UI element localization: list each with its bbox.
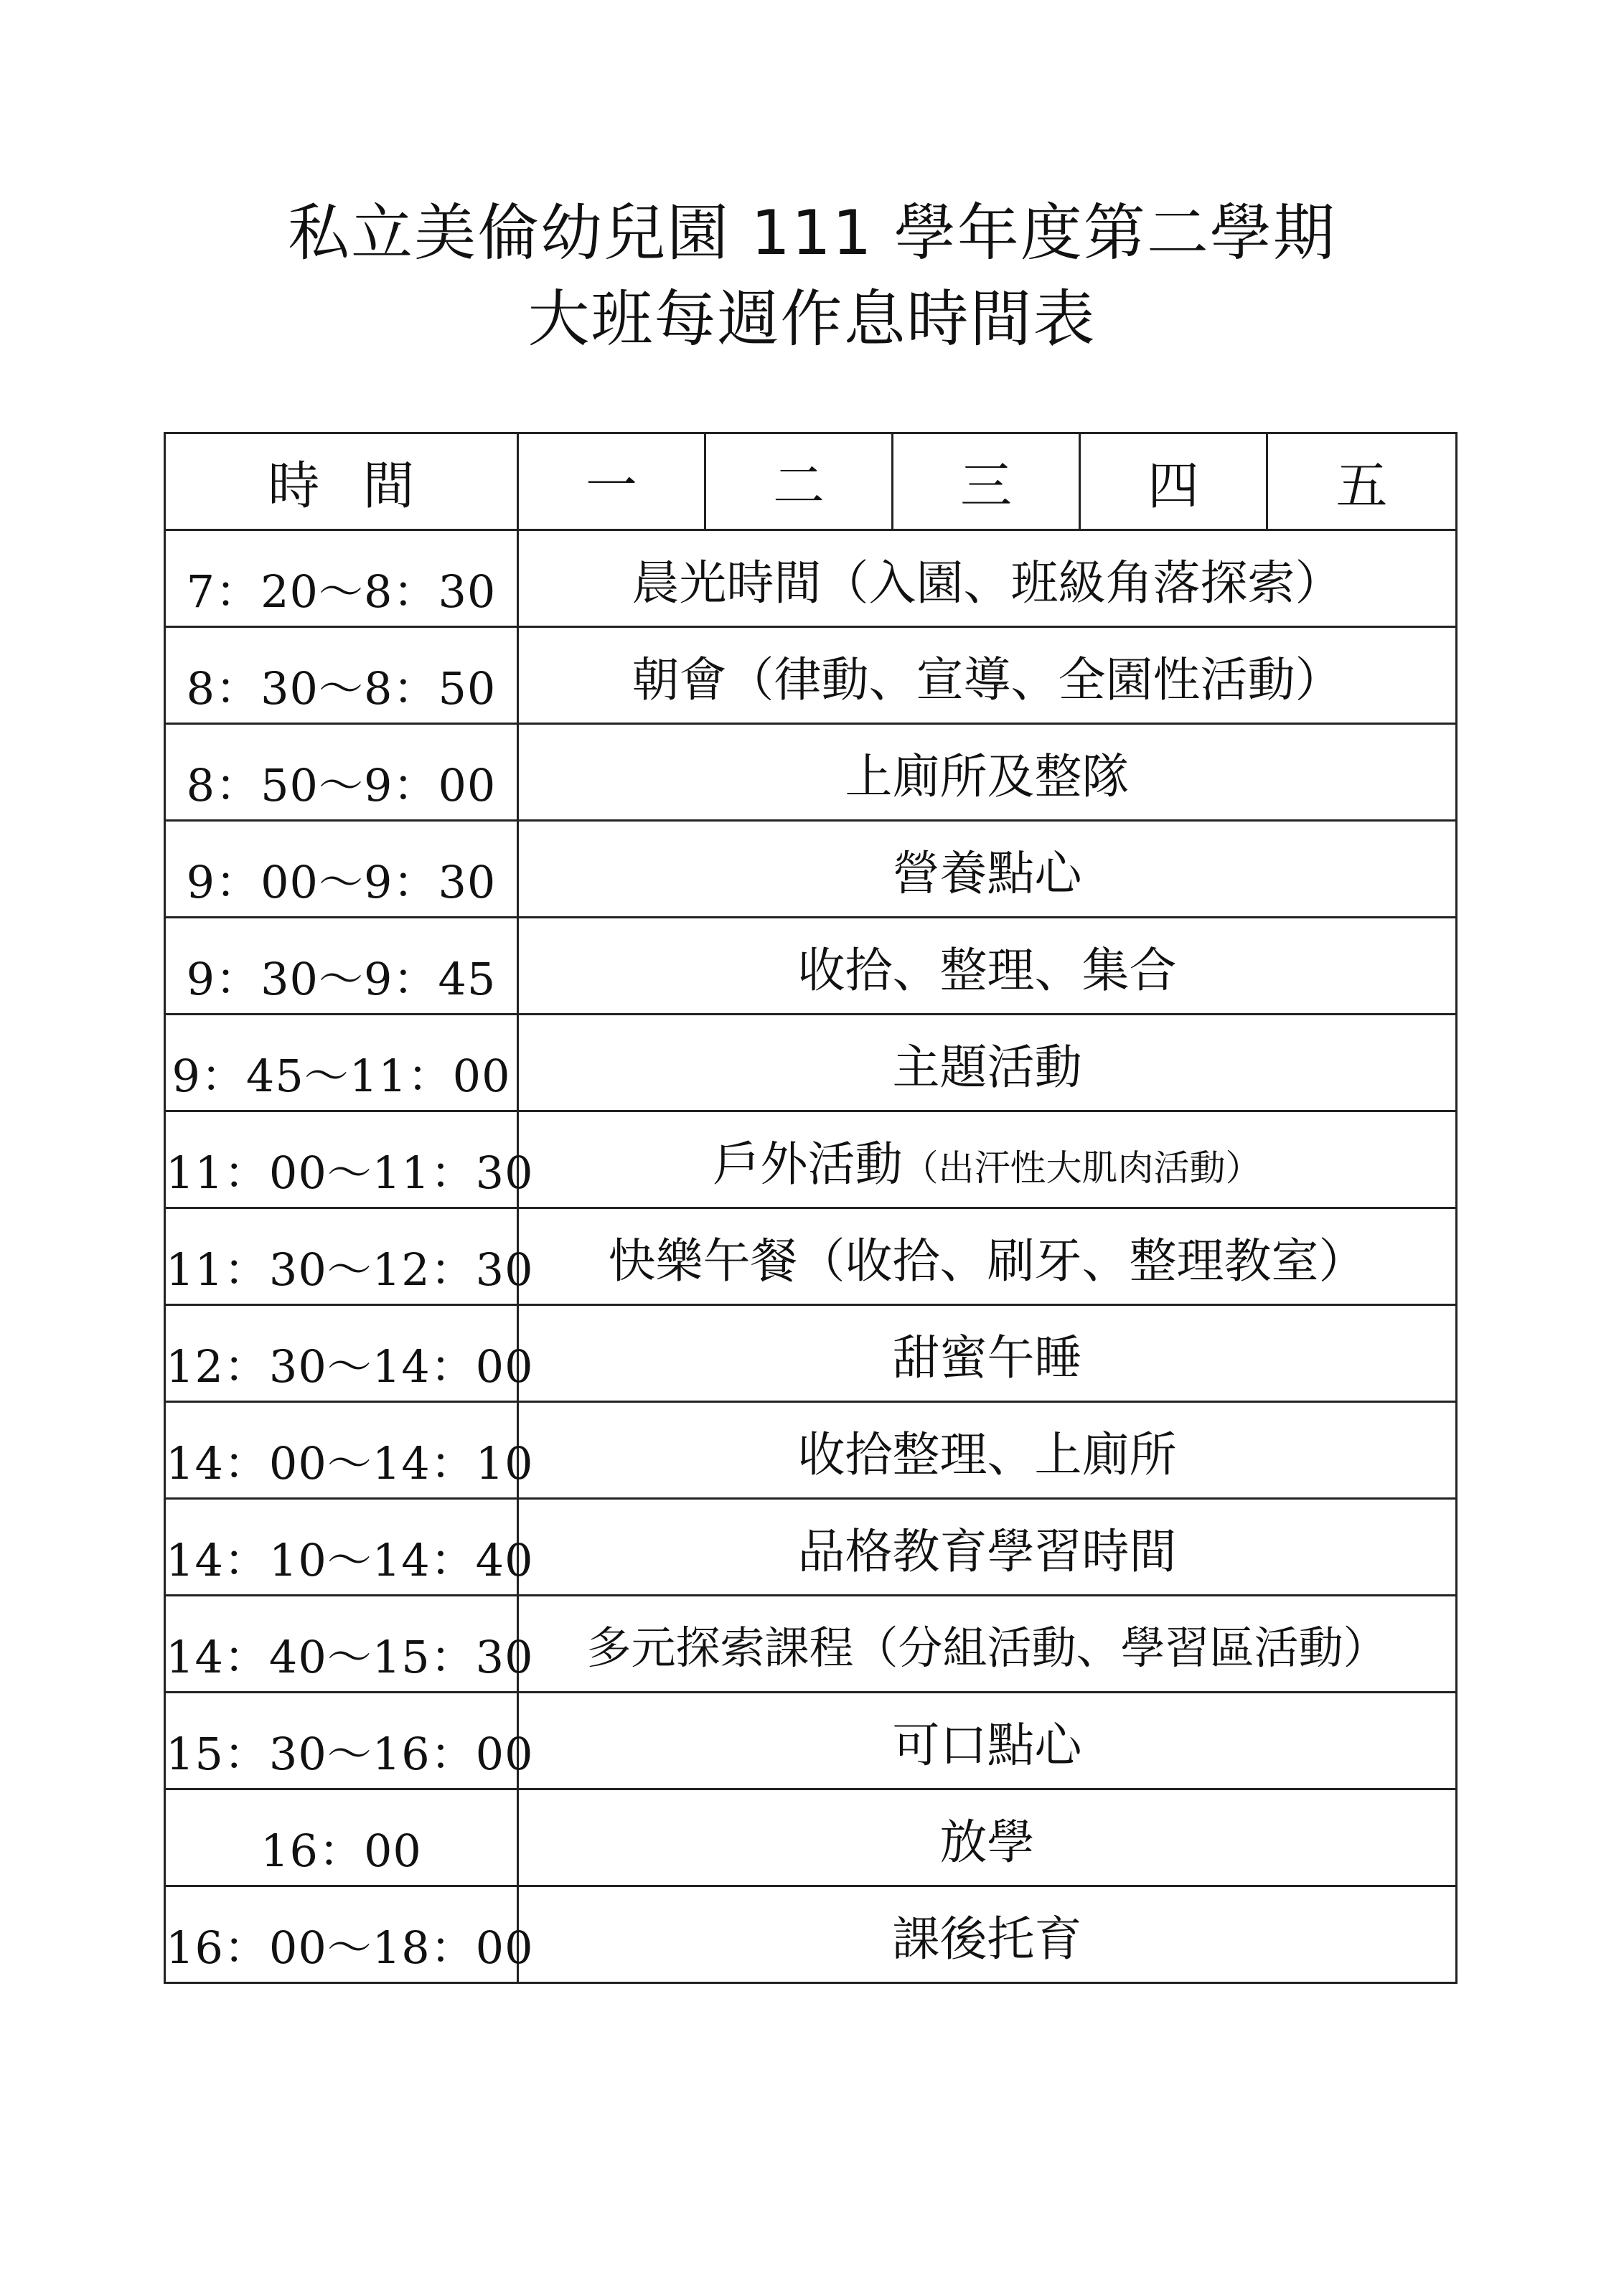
table-row xyxy=(165,1886,1457,1983)
table-row xyxy=(165,1693,1457,1789)
time-cell: 14：00～14：10 xyxy=(165,1402,518,1499)
time-cell: 9：00～9：30 xyxy=(165,821,518,918)
activity-label: 戶外活動 xyxy=(713,1136,903,1192)
table-row xyxy=(165,1402,1457,1499)
header-day-thu: 四 xyxy=(1080,433,1267,530)
schedule-table xyxy=(164,432,1458,1984)
time-cell: 8：50～9：00 xyxy=(165,724,518,821)
time-cell: 9：30～9：45 xyxy=(165,918,518,1015)
time-cell: 12：30～14：00 xyxy=(165,1305,518,1402)
header-time: 時間 xyxy=(165,433,518,530)
table-header-row xyxy=(165,433,1457,530)
activity-cell: 主題活動 xyxy=(518,1015,1457,1111)
time-cell: 16：00～18：00 xyxy=(165,1886,518,1983)
time-cell: 14：10～14：40 xyxy=(165,1499,518,1596)
activity-cell: 課後托育 xyxy=(518,1886,1457,1983)
table-row xyxy=(165,627,1457,724)
activity-cell: 上廁所及整隊 xyxy=(518,724,1457,821)
time-cell: 11：30～12：30 xyxy=(165,1208,518,1305)
time-cell: 7：20～8：30 xyxy=(165,530,518,627)
page-subtitle: 大班每週作息時間表 xyxy=(527,283,1097,355)
header-day-fri: 五 xyxy=(1267,433,1457,530)
table-row xyxy=(165,1499,1457,1596)
activity-cell: 品格教育學習時間 xyxy=(518,1499,1457,1596)
activity-cell xyxy=(518,1111,1457,1208)
activity-cell: 快樂午餐（收拾、刷牙、整理教室） xyxy=(518,1208,1457,1305)
table-row xyxy=(165,821,1457,918)
table-row xyxy=(165,1015,1457,1111)
activity-cell: 營養點心 xyxy=(518,821,1457,918)
activity-cell: 多元探索課程（分組活動、學習區活動） xyxy=(518,1596,1457,1693)
activity-cell: 放學 xyxy=(518,1789,1457,1886)
time-cell: 8：30～8：50 xyxy=(165,627,518,724)
activity-cell: 可口點心 xyxy=(518,1693,1457,1789)
time-cell: 9：45～11：00 xyxy=(165,1015,518,1111)
header-day-wed: 三 xyxy=(893,433,1080,530)
activity-cell: 收拾整理、上廁所 xyxy=(518,1402,1457,1499)
table-row xyxy=(165,530,1457,627)
activity-cell: 甜蜜午睡 xyxy=(518,1305,1457,1402)
activity-cell: 晨光時間（入園、班級角落探索） xyxy=(518,530,1457,627)
activity-note: （出汗性大肌肉活動） xyxy=(902,1147,1262,1189)
table-row xyxy=(165,918,1457,1015)
header-day-tue: 二 xyxy=(705,433,893,530)
table-row xyxy=(165,1789,1457,1886)
activity-cell: 收拾、整理、集合 xyxy=(518,918,1457,1015)
time-cell: 14：40～15：30 xyxy=(165,1596,518,1693)
table-row xyxy=(165,1305,1457,1402)
activity-cell: 朝會（律動、宣導、全園性活動） xyxy=(518,627,1457,724)
table-row xyxy=(165,1596,1457,1693)
time-cell: 16：00 xyxy=(165,1789,518,1886)
table-row xyxy=(165,724,1457,821)
time-cell: 15：30～16：00 xyxy=(165,1693,518,1789)
page-title: 私立美倫幼兒園 111 學年度第二學期 xyxy=(288,197,1336,269)
table-row xyxy=(165,1208,1457,1305)
table-row xyxy=(165,1111,1457,1208)
header-day-mon: 一 xyxy=(518,433,705,530)
time-cell: 11：00～11：30 xyxy=(165,1111,518,1208)
